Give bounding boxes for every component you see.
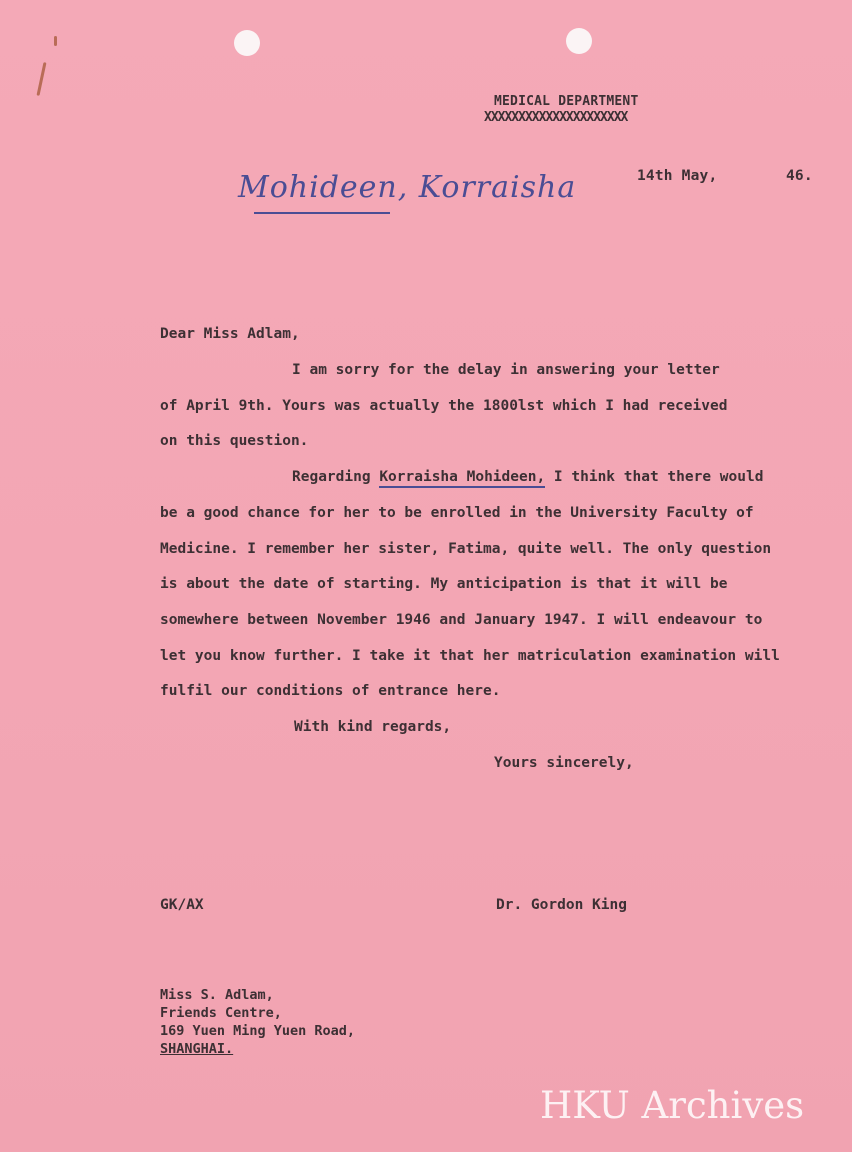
rust-mark [54, 36, 57, 46]
letter-date: 14th May, [637, 168, 718, 184]
punch-hole-left [234, 30, 260, 56]
address-line-3: 169 Yuen Ming Yuen Road, [160, 1023, 356, 1039]
salutation: Dear Miss Adlam, [160, 326, 300, 342]
paragraph-2-line-3: Medicine. I remember her sister, Fatima, quite well. The only question [160, 541, 772, 557]
paragraph-1-line-2: of April 9th. Yours was actually the 1800lst which I had received [160, 398, 728, 414]
closing-line: Yours sincerely, [494, 755, 634, 771]
signatory-name: Dr. Gordon King [496, 897, 627, 913]
p2-prefix: Regarding [292, 469, 380, 485]
address-line-1: Miss S. Adlam, [160, 987, 274, 1003]
struck-out-line: XXXXXXXXXXXXXXXXXXXXX [484, 110, 628, 125]
paragraph-1-line-1: I am sorry for the delay in answering your letter [292, 362, 720, 378]
punch-hole-right [566, 28, 592, 54]
rust-mark [36, 62, 46, 96]
student-name-underlined: Korraisha Mohideen, [379, 469, 545, 488]
paragraph-1-line-3: on this question. [160, 433, 309, 449]
watermark-text: HKU Archives [540, 1084, 805, 1127]
paragraph-2-line-6: let you know further. I take it that her matriculation examination will [160, 648, 780, 664]
handwritten-name: Mohideen, Korraisha [238, 170, 577, 205]
reference-initials: GK/AX [160, 897, 204, 913]
paragraph-2-line-7: fulfil our conditions of entrance here. [160, 683, 501, 699]
handwritten-underline [254, 212, 390, 214]
address-line-2: Friends Centre, [160, 1005, 282, 1021]
paragraph-2-line-4: is about the date of starting. My anticipation is that it will be [160, 576, 728, 592]
p2-suffix: I think that there would [545, 469, 764, 485]
department-heading: MEDICAL DEPARTMENT [494, 94, 639, 109]
letter-year: 46. [786, 168, 813, 184]
regards-line: With kind regards, [294, 719, 452, 735]
paragraph-2-line-5: somewhere between November 1946 and January 1947. I will endeavour to [160, 612, 763, 628]
address-line-4: SHANGHAI. [160, 1041, 234, 1057]
paragraph-2-line-1 [292, 469, 763, 485]
paragraph-2-line-2: be a good chance for her to be enrolled in the University Faculty of [160, 505, 754, 521]
